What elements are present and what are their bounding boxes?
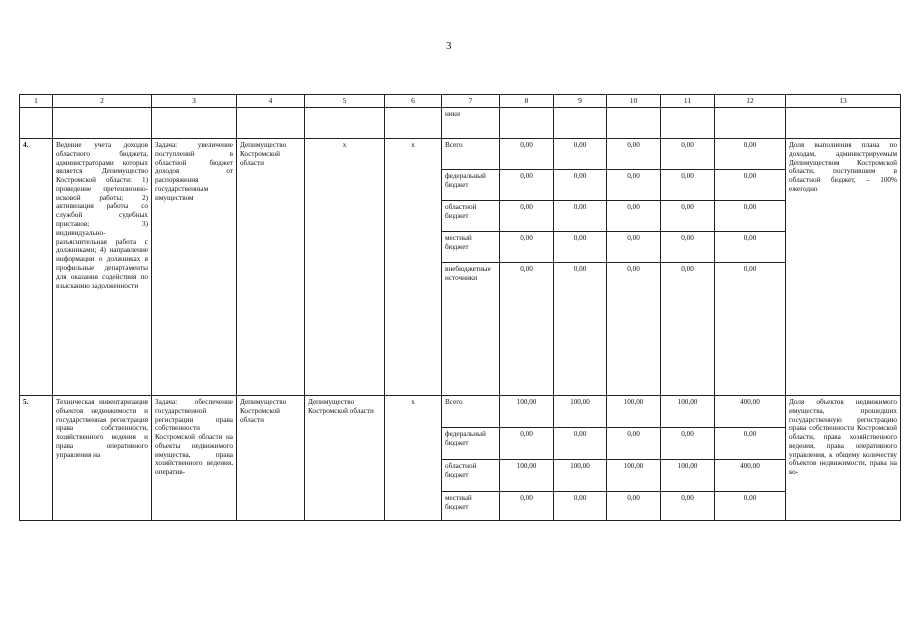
- row-number: 4.: [20, 139, 53, 396]
- column-header-1: 1: [20, 95, 53, 108]
- row-number: 5.: [20, 396, 53, 521]
- value-cell: 0,00: [607, 170, 661, 201]
- value-cell: 0,00: [500, 428, 554, 460]
- value-cell: 400,00: [715, 396, 786, 428]
- value-cell: 0,00: [554, 428, 607, 460]
- value-cell: 0,00: [715, 170, 786, 201]
- source-label: областной бюджет: [442, 201, 500, 232]
- column-header-10: 10: [607, 95, 661, 108]
- column-header-12: 12: [715, 95, 786, 108]
- activity-executor: Депимущество Костромской области: [237, 139, 305, 396]
- value-cell: 400,00: [715, 460, 786, 492]
- value-cell: 0,00: [715, 201, 786, 232]
- value-cell: 0,00: [661, 492, 715, 521]
- value-cell: 0,00: [554, 492, 607, 521]
- value-cell: 100,00: [661, 396, 715, 428]
- value-cell: 0,00: [554, 170, 607, 201]
- table-row: [20, 396, 901, 428]
- value-cell: 0,00: [607, 139, 661, 170]
- value-cell: 0,00: [661, 263, 715, 396]
- value-cell: 0,00: [607, 263, 661, 396]
- column-header-13: 13: [786, 95, 901, 108]
- activity-name: Техническая инвентаризация объектов недвижимости и государственная регистрация права собственности, хозяйственного ведения и права оперативного управления на: [53, 396, 152, 521]
- source-label: федеральный бюджет: [442, 428, 500, 460]
- table-row: [20, 139, 901, 170]
- continuation-source-text: ники: [442, 108, 500, 139]
- activity-task: Задача: обеспечение государственной регистрации права собственности Костромской области на объекты недвижимого имущества, права хозяйственного ведения, оператив-: [152, 396, 237, 521]
- column-header-9: 9: [554, 95, 607, 108]
- value-cell: 100,00: [554, 396, 607, 428]
- target-indicator: Доля объектов недвижимого имущества, прошедших государственную регистрацию права собственности Костромской области, права хозяйственного ведения, права оперативного управления, к общему количеству объектов недвижимости, права на ко-: [786, 396, 901, 521]
- value-cell: 100,00: [661, 460, 715, 492]
- value-cell: 0,00: [715, 232, 786, 263]
- column-header-3: 3: [152, 95, 237, 108]
- value-cell: 100,00: [554, 460, 607, 492]
- activity-name: Ведение учета доходов областного бюджета, администраторами которых является Депимущество Костромской области: 1) проведение претензионно-исковой работы; 2) активизация работы со службой судебных приставов; 3) индивидуально-разъяснительная работа с должниками; 4) направление информации о должниках в профильные департаменты для оказания содействия по взысканию задолженности: [53, 139, 152, 396]
- value-cell: 0,00: [661, 170, 715, 201]
- value-cell: 0,00: [500, 492, 554, 521]
- value-cell: 0,00: [661, 232, 715, 263]
- value-cell: 0,00: [500, 263, 554, 396]
- value-cell: 0,00: [607, 201, 661, 232]
- value-cell: 0,00: [607, 492, 661, 521]
- value-cell: 100,00: [500, 396, 554, 428]
- value-cell: 0,00: [554, 232, 607, 263]
- value-cell: 0,00: [661, 428, 715, 460]
- value-cell: 100,00: [500, 460, 554, 492]
- activity-executor: Депимущество Костромской области: [237, 396, 305, 521]
- value-cell: 100,00: [607, 396, 661, 428]
- source-label: Всего: [442, 396, 500, 428]
- source-label: Всего: [442, 139, 500, 170]
- column-number-row: [20, 95, 901, 108]
- page-number: 3: [446, 40, 452, 52]
- value-cell: 0,00: [607, 428, 661, 460]
- value-cell: 0,00: [715, 263, 786, 396]
- value-cell: 0,00: [500, 201, 554, 232]
- value-cell: 0,00: [554, 263, 607, 396]
- source-label: внебюджетные источники: [442, 263, 500, 396]
- activity-task: Задача: увеличение поступлений в областной бюджет доходов от распоряжения государственным имуществом: [152, 139, 237, 396]
- source-label: местный бюджет: [442, 232, 500, 263]
- value-cell: 100,00: [607, 460, 661, 492]
- column-header-6: 6: [385, 95, 442, 108]
- column-header-4: 4: [237, 95, 305, 108]
- column-header-11: 11: [661, 95, 715, 108]
- value-cell: 0,00: [715, 139, 786, 170]
- source-label: местный бюджет: [442, 492, 500, 521]
- value-cell: 0,00: [500, 139, 554, 170]
- value-cell: 0,00: [661, 139, 715, 170]
- target-indicator: Доля выполнения плана по доходам, администрируемым Депимуществом Костромской области, поступившим в областной бюджет, – 100% ежегодно: [786, 139, 901, 396]
- value-cell: 0,00: [500, 232, 554, 263]
- value-cell: 0,00: [554, 201, 607, 232]
- value-cell: 0,00: [715, 428, 786, 460]
- continuation-row: [20, 108, 901, 139]
- activity-col5: х: [305, 139, 385, 396]
- column-header-8: 8: [500, 95, 554, 108]
- activity-col6: х: [385, 139, 442, 396]
- activity-col5: Депимущество Костромской области: [305, 396, 385, 521]
- activity-col6: х: [385, 396, 442, 521]
- source-label: областной бюджет: [442, 460, 500, 492]
- column-header-7: 7: [442, 95, 500, 108]
- value-cell: 0,00: [554, 139, 607, 170]
- source-label: федеральный бюджет: [442, 170, 500, 201]
- value-cell: 0,00: [715, 492, 786, 521]
- column-header-2: 2: [53, 95, 152, 108]
- value-cell: 0,00: [607, 232, 661, 263]
- column-header-5: 5: [305, 95, 385, 108]
- program-table: [19, 94, 901, 521]
- value-cell: 0,00: [661, 201, 715, 232]
- value-cell: 0,00: [500, 170, 554, 201]
